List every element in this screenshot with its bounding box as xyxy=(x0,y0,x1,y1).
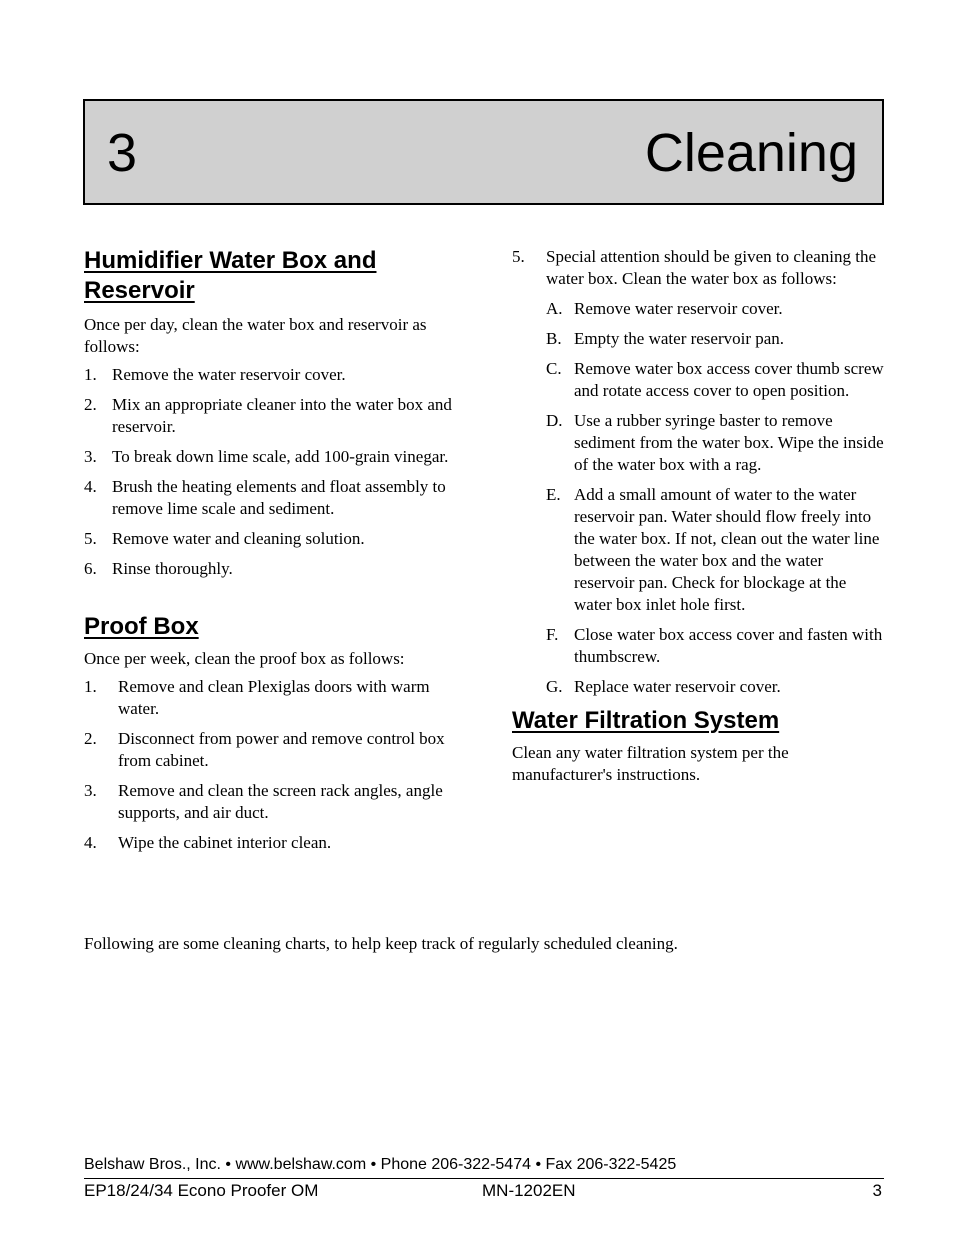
footer-doc-title: EP18/24/34 Econo Proofer OM xyxy=(84,1181,319,1200)
humidifier-heading-line2: Reservoir xyxy=(84,277,195,304)
list-item xyxy=(546,298,887,320)
proof-box-heading: Proof Box xyxy=(84,613,199,640)
list-marker: 5. xyxy=(84,529,97,548)
list-item-text: Brush the heating elements and float assembly to remove lime scale and sediment. xyxy=(112,477,446,518)
left-column xyxy=(84,246,464,862)
filtration-text: Clean any water filtration system per the manufacturer's instructions. xyxy=(512,743,789,784)
list-item-text: Remove water reservoir cover. xyxy=(574,299,783,318)
list-item xyxy=(84,476,464,520)
humidifier-heading-line1: Humidifier Water Box and xyxy=(84,247,377,274)
list-item-text: Remove water box access cover thumb screw and rotate access cover to open position. xyxy=(574,359,884,400)
list-item-text: Remove and clean Plexiglas doors with warm water. xyxy=(118,677,430,718)
list-item xyxy=(84,832,464,854)
list-item-text: Mix an appropriate cleaner into the water box and reservoir. xyxy=(112,395,452,436)
list-marker: F. xyxy=(546,625,559,644)
footer-doc-code: MN-1202EN xyxy=(482,1181,576,1200)
list-marker: 2. xyxy=(84,729,97,748)
humidifier-intro: Once per day, clean the water box and reservoir as follows: xyxy=(84,315,427,356)
right-column xyxy=(512,246,887,786)
list-item xyxy=(84,446,464,468)
water-box-step xyxy=(512,246,887,698)
list-item xyxy=(84,528,464,550)
list-item-text: Close water box access cover and fasten with thumbscrew. xyxy=(574,625,883,666)
list-item-text: Rinse thoroughly. xyxy=(112,559,233,578)
water-box-step-text: Special attention should be given to cleaning the water box. Clean the water box as follows: xyxy=(546,247,876,288)
humidifier-steps xyxy=(84,364,464,580)
list-marker: A. xyxy=(546,299,563,318)
list-item xyxy=(546,624,887,668)
list-item xyxy=(546,484,887,616)
water-box-step-list xyxy=(512,246,887,698)
list-marker: C. xyxy=(546,359,562,378)
humidifier-heading xyxy=(84,246,464,306)
chapter-title: Cleaning xyxy=(644,123,858,183)
filtration-heading: Water Filtration System xyxy=(512,707,780,734)
proof-box-steps xyxy=(84,676,464,854)
list-item xyxy=(84,676,464,720)
list-marker: 4. xyxy=(84,477,97,496)
list-item-text: Disconnect from power and remove control box from cabinet. xyxy=(118,729,445,770)
list-marker: 5. xyxy=(512,247,525,266)
list-item-text: Use a rubber syringe baster to remove sediment from the water box. Wipe the inside of the water box with a rag. xyxy=(574,411,884,474)
list-item xyxy=(84,558,464,580)
footer-divider xyxy=(84,1178,884,1179)
footer-page-number: 3 xyxy=(872,1181,882,1200)
list-marker: 1. xyxy=(84,677,97,696)
list-item xyxy=(84,728,464,772)
list-item-text: Replace water reservoir cover. xyxy=(574,677,781,696)
list-item-text: Remove and clean the screen rack angles, angle supports, and air duct. xyxy=(118,781,443,822)
list-item-text: Add a small amount of water to the water reservoir pan. Water should flow freely into the water box. If not, clean out the water line between the water box and the water reservoir pan. Check for blockage at the water box inlet hole first. xyxy=(574,485,880,614)
footer-contact: Belshaw Bros., Inc. • www.belshaw.com • Phone 206-322-5474 • Fax 206-322-5425 xyxy=(84,1156,677,1173)
list-marker: B. xyxy=(546,329,562,348)
closing-text: Following are some cleaning charts, to help keep track of regularly scheduled cleaning. xyxy=(84,934,678,953)
list-marker: E. xyxy=(546,485,561,504)
list-item xyxy=(546,676,887,698)
list-item-text: To break down lime scale, add 100-grain vinegar. xyxy=(112,447,449,466)
list-item-text: Remove water and cleaning solution. xyxy=(112,529,365,548)
chapter-number: 3 xyxy=(107,123,138,183)
list-marker: G. xyxy=(546,677,563,696)
list-item xyxy=(546,410,887,476)
water-box-substeps xyxy=(546,298,887,698)
list-marker: 6. xyxy=(84,559,97,578)
list-item xyxy=(546,358,887,402)
proof-box-intro: Once per week, clean the proof box as follows: xyxy=(84,649,405,668)
list-marker: 4. xyxy=(84,833,97,852)
list-item xyxy=(84,780,464,824)
list-marker: 3. xyxy=(84,447,97,466)
list-item xyxy=(84,364,464,386)
chapter-header xyxy=(83,99,884,205)
list-marker: D. xyxy=(546,411,563,430)
list-item-text: Remove the water reservoir cover. xyxy=(112,365,346,384)
list-marker: 1. xyxy=(84,365,97,384)
list-item xyxy=(84,394,464,438)
list-item-text: Empty the water reservoir pan. xyxy=(574,329,785,348)
list-marker: 3. xyxy=(84,781,97,800)
list-item-text: Wipe the cabinet interior clean. xyxy=(118,833,332,852)
list-marker: 2. xyxy=(84,395,97,414)
list-item xyxy=(546,328,887,350)
